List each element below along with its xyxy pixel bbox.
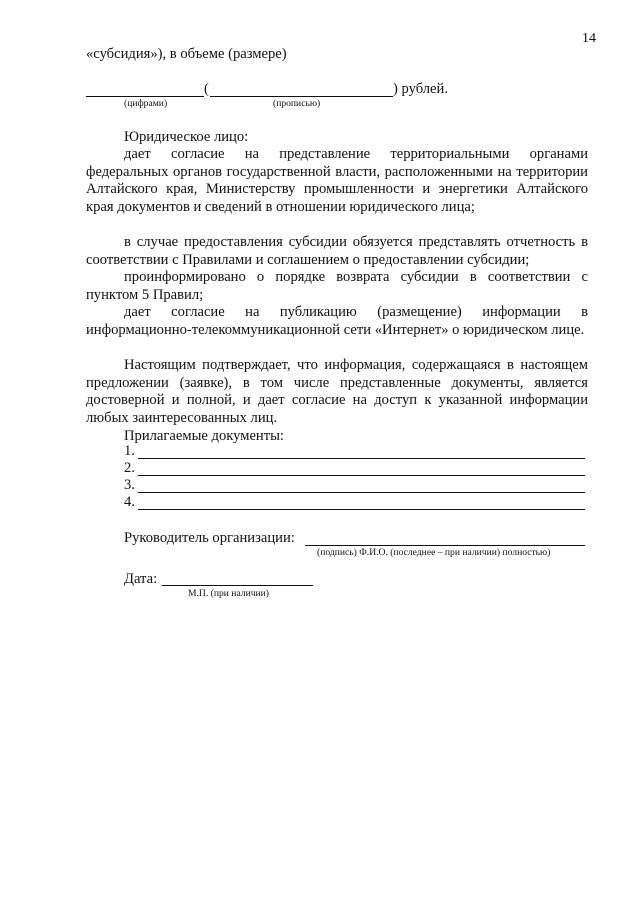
paragraph-reporting-obligation: в случае предоставления субсидии обязуется представлять отчетность в соответствии с Правилами и соглашением о предоставлении субсидии; (86, 234, 588, 268)
attachment-number: 4. (124, 494, 135, 510)
entity-heading: Юридическое лицо: (124, 129, 249, 145)
attachment-line-3[interactable] (138, 492, 585, 493)
amount-digits-caption: (цифрами) (124, 98, 168, 109)
head-signature-label: Руководитель организации: (124, 530, 295, 546)
attachment-number: 2. (124, 460, 135, 476)
page-number: 14 (582, 31, 596, 46)
paragraph-internet-consent: дает согласие на публикацию (размещение) информации в информационно-телекоммуникационной сети «Интернет» о юридическом лице. (86, 304, 588, 338)
head-signature-line[interactable] (305, 545, 585, 546)
amount-words-caption: (прописью) (273, 98, 321, 109)
attachment-line-4[interactable] (138, 509, 585, 510)
amount-words-line[interactable] (210, 96, 393, 97)
attachments-heading: Прилагаемые документы: (124, 428, 284, 444)
attachment-number: 3. (124, 477, 135, 493)
paragraph-refund-informed: проинформировано о порядке возврата субсидии в соответствии с пунктом 5 Правил; (86, 269, 588, 303)
intro-line: «субсидия»), в объеме (размере) (86, 46, 287, 62)
paragraph-confirmation: Настоящим подтверждает, что информация, содержащаяся в настоящем предложении (заявке), в том числе представленные документы, является достоверной и полной, и дает согласие на доступ к указанной информации любых заинтересованных лиц. (86, 357, 588, 426)
attachment-line-1[interactable] (138, 458, 585, 459)
attachment-number: 1. (124, 443, 135, 459)
date-line[interactable] (162, 585, 313, 586)
amount-close-suffix: ) рублей. (393, 81, 448, 97)
amount-open-paren: ( (204, 81, 209, 97)
attachment-line-2[interactable] (138, 475, 585, 476)
paragraph-consent-authorities: дает согласие на представление территориальными органами федеральных органов государственной власти, расположенными на территории Алтайского края, Министерству промышленности и энергетики Алтайского края документов и сведений в отношении юридического лица; (86, 146, 588, 215)
date-label: Дата: (124, 571, 158, 587)
date-stamp-caption: М.П. (при наличии) (188, 588, 269, 599)
amount-digits-line[interactable] (86, 96, 204, 97)
head-signature-caption: (подпись) Ф.И.О. (последнее – при наличии) полностью) (317, 547, 551, 558)
